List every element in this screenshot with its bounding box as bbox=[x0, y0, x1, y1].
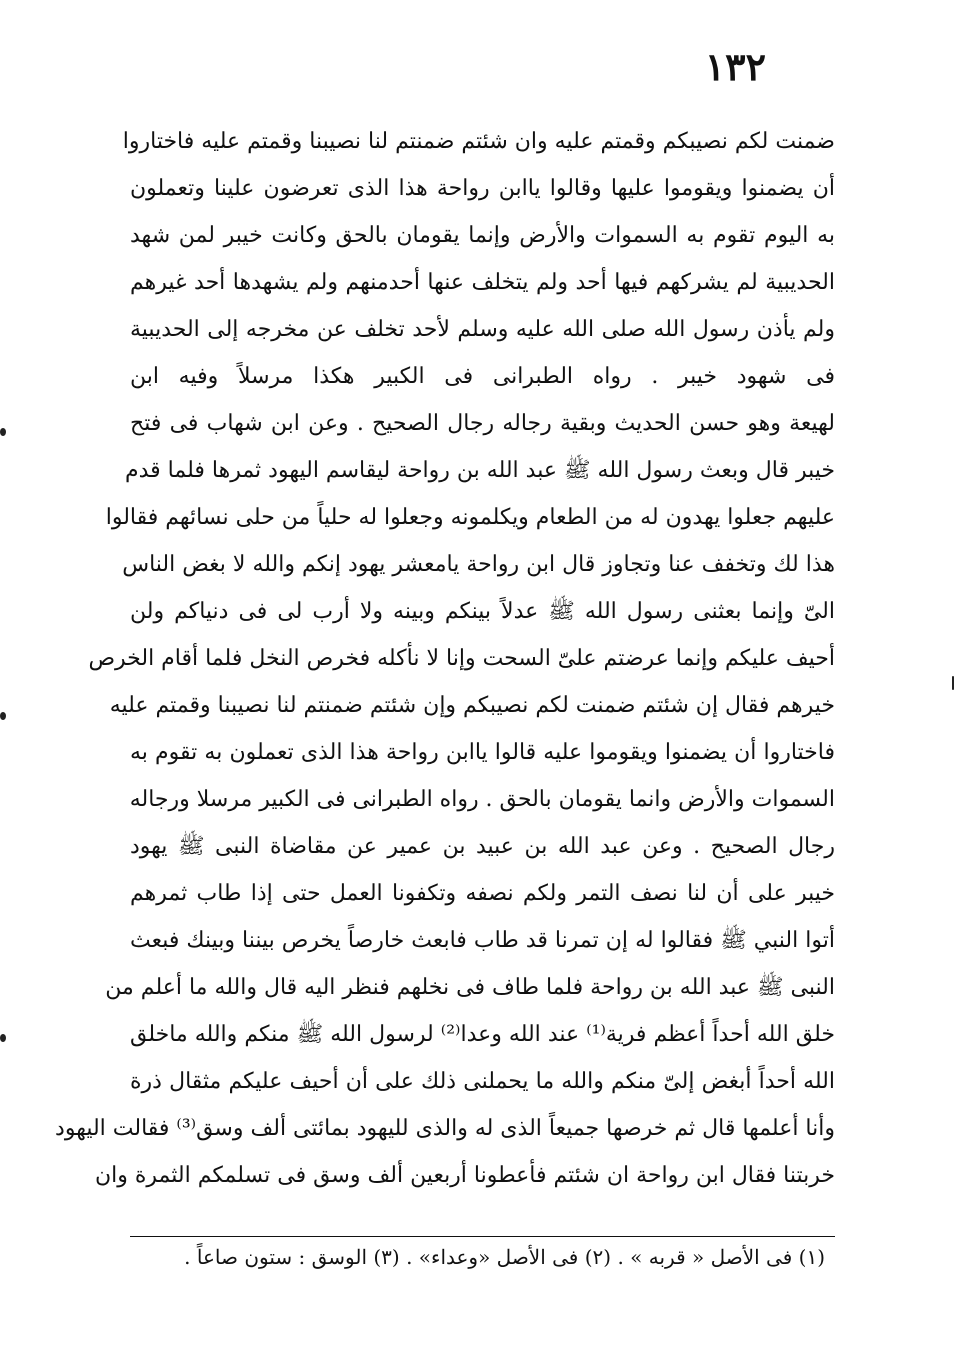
text-line: خربتنا فقال ابن رواحة ان شئتم فأعطونا أربعين ألف وسق فى تسلمكم الثمرة وان bbox=[94, 1163, 835, 1188]
text-line: خيبر على أن لنا نصف التمر ولكم نصفه وتكفونا العمل حتى إذا طاب ثمرهم bbox=[130, 881, 835, 906]
text-line: لهيعة وهو حسن الحديث وبقية رجاله رجال الصحيح . وعن ابن شهاب فى فتح bbox=[130, 411, 835, 436]
text-line: خلق الله أحداً أعظم فرية⁽¹⁾ عند الله وعدا⁽²⁾ لرسول الله ﷺ منكم والله ماخلق bbox=[130, 1022, 836, 1047]
text-line: أحيف عليكم وإنما عرضتم علىّ السحت وإنا لا نأكله فخرص النخل فلما أقام الخرص bbox=[88, 646, 835, 671]
scan-edge-mark bbox=[952, 676, 954, 690]
text-line: خيرهم فقال إن شئتم ضمنت لكم نصيبكم وإن شئتم ضمنتم لنا نصيبنا وقمتم عليه bbox=[109, 693, 835, 718]
text-line: فاختاروا أن يضمنوا ويقوموا عليه قالوا ياابن رواحة هذا الذى تعملون به تقوم به bbox=[130, 740, 835, 765]
scan-edge-mark bbox=[0, 428, 6, 436]
page-number: ١٣٢ bbox=[704, 44, 766, 89]
text-line: ولم يأذن رسول الله صلى الله عليه وسلم لأحد تخلف عن مخرجه إلى الحديبية bbox=[130, 317, 835, 342]
footnote-separator-rule bbox=[130, 1236, 835, 1237]
text-line: به اليوم تقوم به السموات والأرض وإنما يقومان بالحق وكانت خيبر لمن شهد bbox=[130, 223, 835, 248]
scan-edge-mark bbox=[0, 712, 6, 720]
text-line: أن يضمنوا ويقوموا عليها وقالوا ياابن رواحة هذا الذى تعرضون علينا وتعملون bbox=[130, 176, 835, 201]
text-line: فى شهود خيبر . رواه الطبرانى فى الكبير هكذا مرسلاً وفيه ابن bbox=[130, 364, 835, 389]
text-line: عليهم جعلوا يهدون له من الطعام ويكلمونه وجعلوا له حلياً من حلى نسائهم فقالوا bbox=[105, 505, 835, 530]
text-line: خيبر قال وبعث رسول الله ﷺ عبد الله بن رواحة ليقاسم اليهود ثمرها فلما قدم bbox=[125, 458, 835, 483]
text-line: أتوا النبي ﷺ فقالوا له إن تمرنا قد طاب فابعث خارصاً يخرص بيننا وبينك فبعث bbox=[130, 928, 835, 953]
text-line: رجال الصحيح . وعن عبد الله بن عبيد بن عمير عن مقاضاة النبى ﷺ يهود bbox=[130, 834, 835, 859]
footnotes: (١) فى الأصل « قربه » . (٢) فى الأصل «وعداء» . (٣) الوسق : ستون صاعاً . bbox=[184, 1245, 825, 1269]
scan-edge-mark bbox=[0, 1034, 6, 1042]
body-text bbox=[55, 118, 836, 1199]
text-line: الىّ وإنما بعثنى رسول الله ﷺ عدلاً بينكم وبينه ولا أرب لى فى دنياكم ولن bbox=[130, 599, 835, 624]
text-line: وأنا أعلمها قال ثم خرصها جميعاً الذى له والذى لليهود بمائتى ألف وسق⁽³⁾ فقالت اليهود bbox=[55, 1116, 835, 1141]
text-line: السموات والأرض وانما يقومان بالحق . رواه الطبرانى فى الكبير مرسلا ورجاله bbox=[129, 787, 835, 812]
text-line: الحديبية لم يشركهم فيها أحد ولم يتخلف عنها أحدمنهم ولم يشهدها أحد غيرهم bbox=[130, 270, 835, 295]
text-line: هذا لك وتخفف عنا وتجاوز قال ابن رواحة يامعشر يهود إنكم والله لا بغض الناس bbox=[122, 552, 835, 577]
text-line: النبى ﷺ عبد الله بن رواحة فلما طاف فى نخلهم فنظر اليه قال والله ما أعلم من bbox=[105, 975, 835, 1000]
text-line: الله أحداً أبغض إلىّ منكم والله ما يحملنى ذلك على أن أحيف عليكم مثقال ذرة bbox=[130, 1069, 835, 1094]
text-line: ضمنت لكم نصيبكم وقمتم عليه وان شئتم ضمنتم لنا نصيبنا وقمتم عليه فاختاروا bbox=[122, 129, 835, 154]
